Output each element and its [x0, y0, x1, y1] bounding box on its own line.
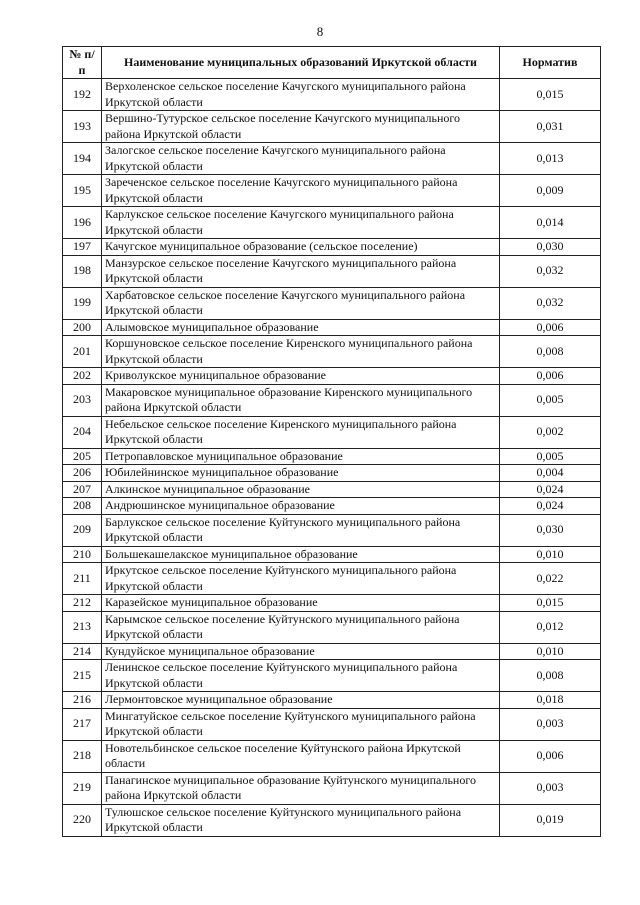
row-number: 198 [63, 255, 102, 287]
municipality-name: Мингатуйское сельское поселение Куйтунского муниципального района Иркутской области [102, 708, 500, 740]
row-number: 207 [63, 481, 102, 498]
standard-value: 0,019 [500, 804, 601, 836]
row-number: 211 [63, 563, 102, 595]
municipality-name: Андрюшинское муниципальное образование [102, 498, 500, 515]
standard-value: 0,024 [500, 481, 601, 498]
row-number: 210 [63, 546, 102, 563]
row-number: 215 [63, 660, 102, 692]
table-row [63, 772, 601, 804]
municipality-name: Верхоленское сельское поселение Качугского муниципального района Иркутской области [102, 79, 500, 111]
table-row [63, 692, 601, 709]
standard-value: 0,031 [500, 111, 601, 143]
standard-value: 0,005 [500, 384, 601, 416]
standard-value: 0,006 [500, 368, 601, 385]
row-number: 218 [63, 740, 102, 772]
row-number: 209 [63, 514, 102, 546]
municipality-name: Макаровское муниципальное образование Киренского муниципального района Иркутской области [102, 384, 500, 416]
table-row [63, 79, 601, 111]
header-number: № п/п [63, 47, 102, 79]
table-row [63, 143, 601, 175]
row-number: 193 [63, 111, 102, 143]
header-standard: Норматив [500, 47, 601, 79]
standard-value: 0,030 [500, 239, 601, 256]
standard-value: 0,006 [500, 319, 601, 336]
municipality-name: Ленинское сельское поселение Куйтунского муниципального района Иркутской области [102, 660, 500, 692]
standard-value: 0,004 [500, 465, 601, 482]
row-number: 200 [63, 319, 102, 336]
table-row [63, 481, 601, 498]
municipality-name: Большекашелакское муниципальное образование [102, 546, 500, 563]
municipality-name: Юбилейнинское муниципальное образование [102, 465, 500, 482]
municipality-name: Барлукское сельское поселение Куйтунского муниципального района Иркутской области [102, 514, 500, 546]
municipality-name: Новотельбинское сельское поселение Куйтунского района Иркутской области [102, 740, 500, 772]
table-row [63, 336, 601, 368]
standard-value: 0,014 [500, 207, 601, 239]
standard-value: 0,012 [500, 611, 601, 643]
table-row [63, 448, 601, 465]
table-row [63, 175, 601, 207]
table-header-row [63, 47, 601, 79]
standard-value: 0,006 [500, 740, 601, 772]
standard-value: 0,003 [500, 772, 601, 804]
table-body [63, 79, 601, 837]
row-number: 197 [63, 239, 102, 256]
table-row [63, 611, 601, 643]
row-number: 216 [63, 692, 102, 709]
standard-value: 0,008 [500, 660, 601, 692]
row-number: 205 [63, 448, 102, 465]
standard-value: 0,008 [500, 336, 601, 368]
standards-table [62, 46, 601, 837]
municipality-name: Залогское сельское поселение Качугского муниципального района Иркутской области [102, 143, 500, 175]
standard-value: 0,013 [500, 143, 601, 175]
table-row [63, 416, 601, 448]
table-row [63, 595, 601, 612]
standard-value: 0,010 [500, 643, 601, 660]
municipality-name: Кундуйское муниципальное образование [102, 643, 500, 660]
row-number: 201 [63, 336, 102, 368]
table-row [63, 740, 601, 772]
municipality-name: Карымское сельское поселение Куйтунского муниципального района Иркутской области [102, 611, 500, 643]
table-row [63, 239, 601, 256]
standard-value: 0,022 [500, 563, 601, 595]
standard-value: 0,030 [500, 514, 601, 546]
row-number: 202 [63, 368, 102, 385]
row-number: 195 [63, 175, 102, 207]
municipality-name: Петропавловское муниципальное образование [102, 448, 500, 465]
standard-value: 0,018 [500, 692, 601, 709]
standard-value: 0,032 [500, 255, 601, 287]
municipality-name: Вершино-Тутурское сельское поселение Качугского муниципального района Иркутской области [102, 111, 500, 143]
municipality-name: Зареченское сельское поселение Качугского муниципального района Иркутской области [102, 175, 500, 207]
row-number: 196 [63, 207, 102, 239]
municipality-name: Тулюшское сельское поселение Куйтунского муниципального района Иркутской области [102, 804, 500, 836]
municipality-name: Небельское сельское поселение Киренского муниципального района Иркутской области [102, 416, 500, 448]
table-row [63, 514, 601, 546]
table-row [63, 319, 601, 336]
row-number: 219 [63, 772, 102, 804]
municipality-name: Манзурское сельское поселение Качугского муниципального района Иркутской области [102, 255, 500, 287]
municipality-name: Харбатовское сельское поселение Качугского муниципального района Иркутской области [102, 287, 500, 319]
row-number: 208 [63, 498, 102, 515]
municipality-name: Алымовское муниципальное образование [102, 319, 500, 336]
table-row [63, 563, 601, 595]
table-row [63, 465, 601, 482]
row-number: 214 [63, 643, 102, 660]
standard-value: 0,005 [500, 448, 601, 465]
municipality-name: Карлукское сельское поселение Качугского муниципального района Иркутской области [102, 207, 500, 239]
municipality-name: Каразейское муниципальное образование [102, 595, 500, 612]
table-row [63, 804, 601, 836]
standard-value: 0,015 [500, 79, 601, 111]
table-row [63, 255, 601, 287]
table-row [63, 368, 601, 385]
municipality-name: Качугское муниципальное образование (сельское поселение) [102, 239, 500, 256]
table-row [63, 708, 601, 740]
municipality-name: Иркутское сельское поселение Куйтунского муниципального района Иркутской области [102, 563, 500, 595]
standard-value: 0,032 [500, 287, 601, 319]
standard-value: 0,015 [500, 595, 601, 612]
row-number: 203 [63, 384, 102, 416]
table-row [63, 384, 601, 416]
table-row [63, 660, 601, 692]
municipality-name: Коршуновское сельское поселение Киренского муниципального района Иркутской области [102, 336, 500, 368]
row-number: 213 [63, 611, 102, 643]
table-row [63, 546, 601, 563]
row-number: 199 [63, 287, 102, 319]
row-number: 194 [63, 143, 102, 175]
row-number: 212 [63, 595, 102, 612]
standard-value: 0,002 [500, 416, 601, 448]
municipality-name: Криволукское муниципальное образование [102, 368, 500, 385]
page-number: 8 [316, 24, 324, 39]
municipality-name: Алкинское муниципальное образование [102, 481, 500, 498]
table-row [63, 498, 601, 515]
row-number: 217 [63, 708, 102, 740]
standard-value: 0,009 [500, 175, 601, 207]
municipality-name: Панагинское муниципальное образование Куйтунского муниципального района Иркутской области [102, 772, 500, 804]
standard-value: 0,003 [500, 708, 601, 740]
row-number: 206 [63, 465, 102, 482]
table-row [63, 287, 601, 319]
standard-value: 0,010 [500, 546, 601, 563]
table-row [63, 643, 601, 660]
table-row [63, 207, 601, 239]
row-number: 192 [63, 79, 102, 111]
standard-value: 0,024 [500, 498, 601, 515]
row-number: 204 [63, 416, 102, 448]
header-municipality-name: Наименование муниципальных образований Иркутской области [102, 47, 500, 79]
municipality-name: Лермонтовское муниципальное образование [102, 692, 500, 709]
table-row [63, 111, 601, 143]
row-number: 220 [63, 804, 102, 836]
